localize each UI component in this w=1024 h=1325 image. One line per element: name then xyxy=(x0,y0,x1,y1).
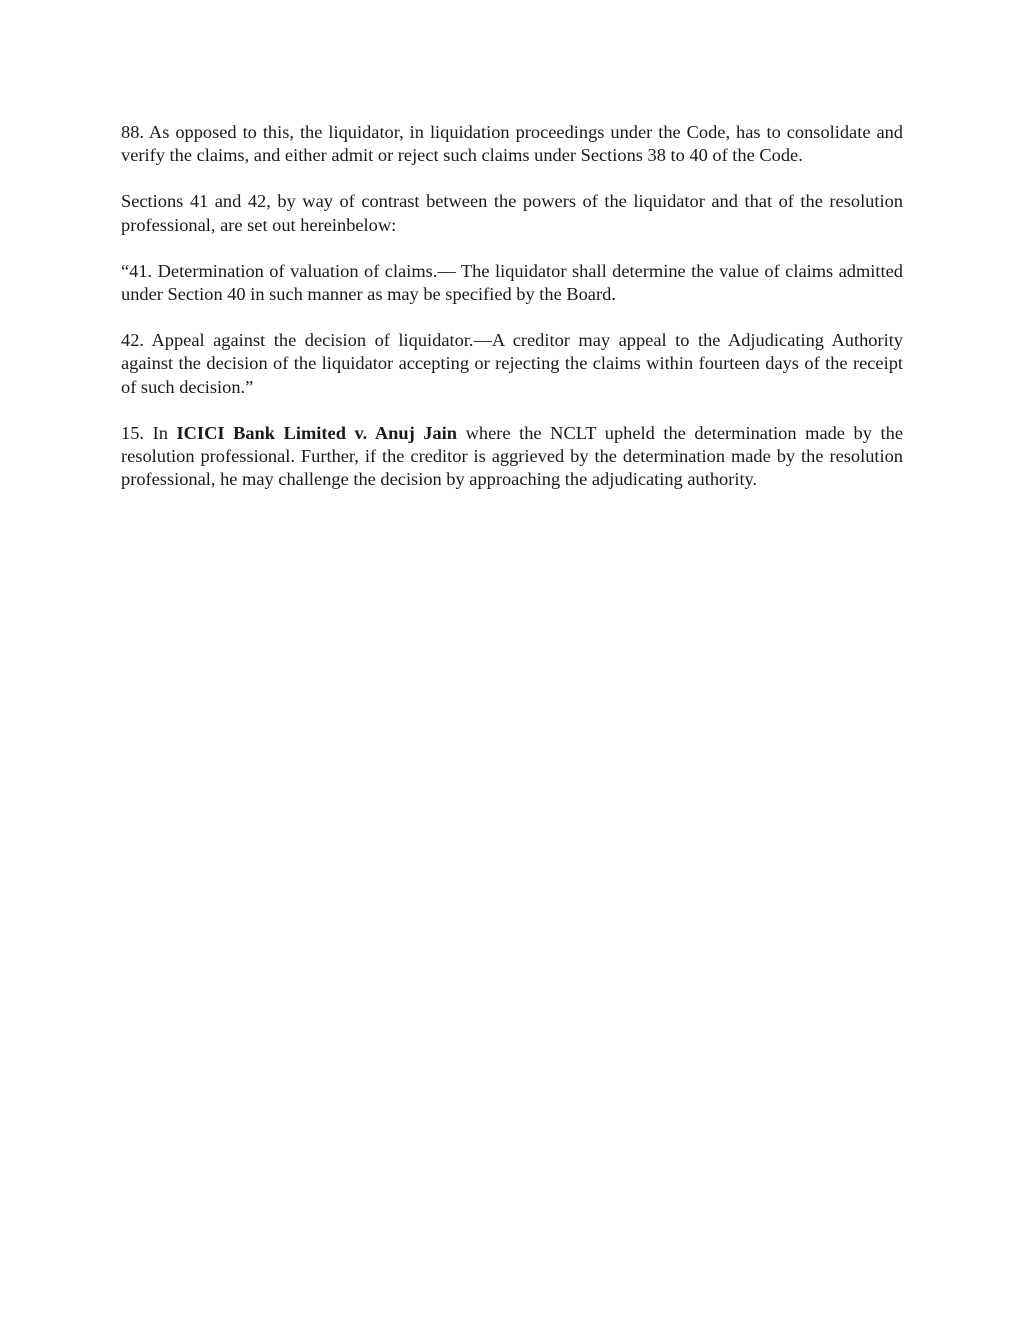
document-page xyxy=(121,121,903,514)
paragraph-15-suffix: where the NCLT upheld the determination made by the resolution professional. Further, if the creditor is aggrieved by the determination made by the resolution professional, he may challenge the decision by approaching the adjudicating authority. xyxy=(121,422,903,490)
paragraph-sections-intro: Sections 41 and 42, by way of contrast between the powers of the liquidator and that of the resolution professional, are set out hereinbelow: xyxy=(121,191,903,235)
paragraph-section-42: 42. Appeal against the decision of liquidator.—A creditor may appeal to the Adjudicating Authority against the decision of the liquidator accepting or rejecting the claims within fourteen days of the receipt of such decision.” xyxy=(121,330,903,397)
paragraph-15-prefix: 15. In xyxy=(121,422,177,443)
paragraph-section-41: “41. Determination of valuation of claims.— The liquidator shall determine the value of claims admitted under Section 40 in such manner as may be specified by the Board. xyxy=(121,260,903,305)
paragraph-15 xyxy=(121,422,903,492)
case-name: ICICI Bank Limited v. Anuj Jain xyxy=(176,422,458,443)
paragraph-88: 88. As opposed to this, the liquidator, in liquidation proceedings under the Code, has to consolidate and verify the claims, and either admit or reject such claims under Sections 38 to 40 of the Code. xyxy=(121,122,903,166)
